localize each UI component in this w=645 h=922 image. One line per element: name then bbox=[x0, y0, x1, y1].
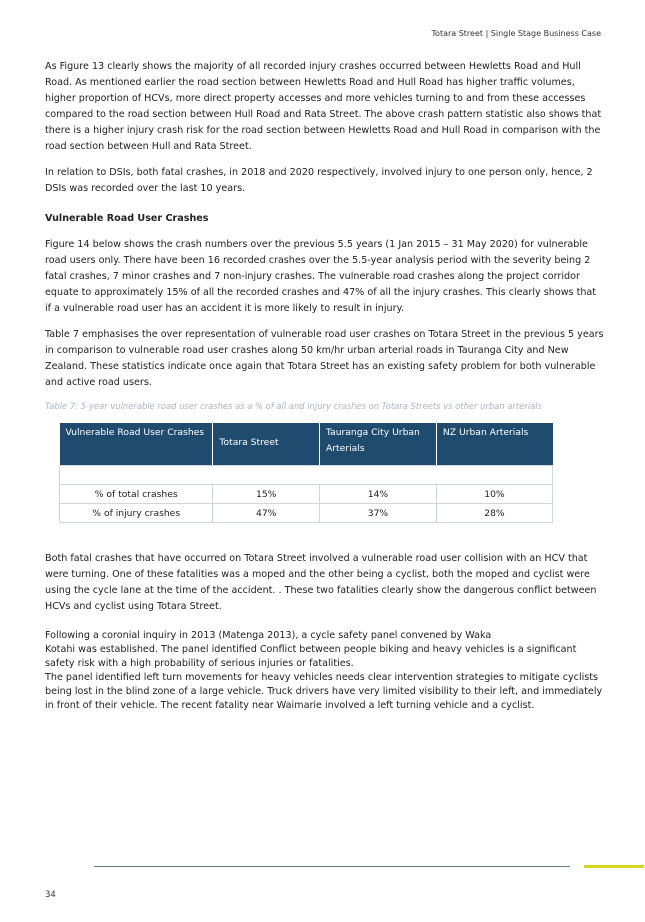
table-row bbox=[60, 504, 553, 523]
page-number: 34 bbox=[45, 890, 56, 900]
table-cell: 15% bbox=[213, 485, 320, 504]
paragraph-injury-crashes: As Figure 13 clearly shows the majority of all recorded injury crashes occurred between Hewletts Road and Hull Road. As mentioned earlier the road section between Hewletts Road and Hull Road has higher traffic volumes, higher proportion of HCVs, more direct property accesses and more vehicles turning to and from these accesses compared to the road section between Hull Road and Rata Street. The above crash pattern statistic also shows that there is a higher injury crash risk for the road section between Hewletts Road and Hull Road in comparison with the road section between Hull and Rata Street. bbox=[45, 61, 602, 152]
crash-statistics-table bbox=[59, 423, 553, 523]
column-header: Totara Street bbox=[213, 423, 320, 466]
table-caption: Table 7: 5-year vulnerable road user crashes as a % of all and injury crashes on Totara Streets vs other urban arterials bbox=[45, 401, 542, 411]
paragraph-coronial-c: The panel identified left turn movements for heavy vehicles needs clear intervention strategies to mitigate cyclists being lost in the blind zone of a large vehicle. Truck drivers have very limited visibility to their left, and immediately in front of their vehicle. The recent fatality near Waimarie involved a left turning vehicle and a cyclist. bbox=[45, 672, 603, 711]
footer-divider-yellow bbox=[584, 865, 644, 868]
section-heading: Vulnerable Road User Crashes bbox=[45, 213, 209, 224]
table-row bbox=[60, 485, 553, 504]
row-label: % of total crashes bbox=[60, 485, 213, 504]
paragraph-vulnerable-crashes: Figure 14 below shows the crash numbers over the previous 5.5 years (1 Jan 2015 – 31 May 2020) for vulnerable road users only. There have been 16 recorded crashes over the 5.5-year analysis period with the severity being 2 fatal crashes, 7 minor crashes and 7 non-injury crashes. The vulnerable road crashes along the project corridor equate to approximately 15% of all the recorded crashes and 47% of all the injury crashes. This clearly shows that if a vulnerable road user has an accident it is more likely to result in injury. bbox=[45, 239, 597, 314]
paragraph-fatal-crashes: Both fatal crashes that have occurred on Totara Street involved a vulnerable road user collision with an HCV that were turning. One of these fatalities was a moped and the other being a cyclist, both the moped and cyclist were using the cycle lane at the time of the accident. . These two fatalities clearly show the dangerous conflict between HCVs and cyclist using Totara Street. bbox=[45, 553, 597, 612]
paragraph-coronial-b: Kotahi was established. The panel identified Conflict between people biking and heavy vehicles is a significant safety risk with a high probability of serious injuries or fatalities. bbox=[45, 644, 577, 669]
coronial-inquiry-block bbox=[45, 629, 605, 713]
row-label: % of injury crashes bbox=[60, 504, 213, 523]
footer-divider-blue bbox=[94, 866, 570, 867]
column-header: NZ Urban Arterials bbox=[436, 423, 552, 466]
table-cell: 28% bbox=[436, 504, 552, 523]
table-cell: 10% bbox=[436, 485, 552, 504]
header-title: Totara Street | Single Stage Business Case bbox=[431, 29, 601, 38]
table-cell: 47% bbox=[213, 504, 320, 523]
table-header-row bbox=[60, 423, 553, 466]
document-body bbox=[45, 59, 605, 713]
table-cell: 37% bbox=[319, 504, 436, 523]
paragraph-dsis: In relation to DSIs, both fatal crashes, in 2018 and 2020 respectively, involved injury to one person only, hence, 2 DSIs was recorded over the last 10 years. bbox=[45, 167, 593, 194]
column-header: Tauranga City Urban Arterials bbox=[319, 423, 436, 466]
paragraph-table-intro: Table 7 emphasises the over representation of vulnerable road user crashes on Totara Street in the previous 5 years in comparison to vulnerable road user crashes along 50 km/hr urban arterial roads in Tauranga City and New Zealand. These statistics indicate once again that Totara Street has an existing safety problem for both vulnerable and active road users. bbox=[45, 329, 604, 388]
column-header: Vulnerable Road User Crashes bbox=[60, 423, 213, 466]
paragraph-coronial-a: Following a coronial inquiry in 2013 (Matenga 2013), a cycle safety panel convened by Waka bbox=[45, 630, 492, 641]
table-cell: 14% bbox=[319, 485, 436, 504]
